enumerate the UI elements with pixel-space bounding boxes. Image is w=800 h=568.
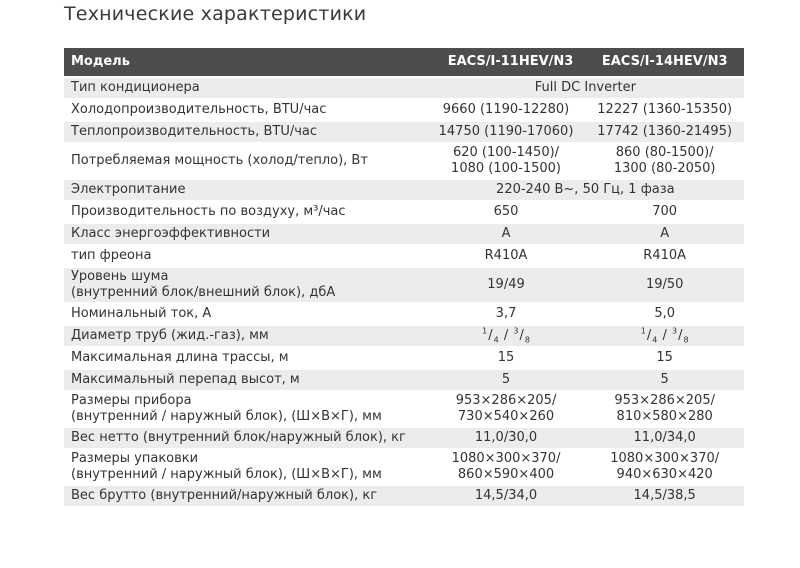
fraction-denominator: 8 <box>683 335 689 345</box>
row-value-model-2: R410A <box>585 246 744 268</box>
table-row <box>64 486 744 508</box>
fraction-numerator: 3 <box>513 326 519 336</box>
row-value-model-2: 5 <box>585 370 744 392</box>
table-row <box>64 370 744 392</box>
row-value-model-1: 9660 (1190-12280) <box>427 100 586 122</box>
table-row <box>64 246 744 268</box>
row-label: Холодопроизводительность, BTU/час <box>64 100 427 122</box>
table-row <box>64 78 744 100</box>
row-value-model-1: $^1/_4 / ^3/_8$ <box>427 326 586 348</box>
row-value-model-1: 14750 (1190-17060) <box>427 122 586 144</box>
row-value-model-1: 1080×300×370/ 860×590×400 <box>427 450 586 486</box>
row-label: Класс энергоэффективности <box>64 224 427 246</box>
row-label: Максимальный перепад высот, м <box>64 370 427 392</box>
row-label: Потребляемая мощность (холод/тепло), Вт <box>64 144 427 180</box>
row-value-model-2: 700 <box>585 202 744 224</box>
spec-table <box>64 48 744 508</box>
row-value-model-2: 860 (80-1500)/ 1300 (80-2050) <box>585 144 744 180</box>
table-row <box>64 268 744 304</box>
table-row <box>64 392 744 428</box>
row-value-model-1: А <box>427 224 586 246</box>
row-label: Диаметр труб (жид.-газ), мм <box>64 326 427 348</box>
table-row <box>64 202 744 224</box>
row-value-merged: Full DC Inverter <box>427 78 744 100</box>
header-model-1: EACS/I-11HEV/N3 <box>427 48 586 78</box>
table-row <box>64 224 744 246</box>
row-value-model-1: 5 <box>427 370 586 392</box>
fraction-numerator: 3 <box>672 326 678 336</box>
row-label: Размеры прибора (внутренний / наружный блок), (Ш×В×Г), мм <box>64 392 427 428</box>
row-value-model-1: 19/49 <box>427 268 586 304</box>
row-value-model-2: $^1/_4 / ^3/_8$ <box>585 326 744 348</box>
row-label: Тип кондиционера <box>64 78 427 100</box>
row-label: Вес брутто (внутренний/наружный блок), кг <box>64 486 427 508</box>
row-label: Размеры упаковки (внутренний / наружный блок), (Ш×В×Г), мм <box>64 450 427 486</box>
row-value-model-1: 620 (100-1450)/ 1080 (100-1500) <box>427 144 586 180</box>
row-value-model-2: 14,5/38,5 <box>585 486 744 508</box>
row-value-model-2: 953×286×205/ 810×580×280 <box>585 392 744 428</box>
table-row <box>64 304 744 326</box>
row-label: тип фреона <box>64 246 427 268</box>
row-label: Теплопроизводительность, BTU/час <box>64 122 427 144</box>
row-value-merged: 220-240 В~, 50 Гц, 1 фаза <box>427 180 744 202</box>
row-value-model-1: 650 <box>427 202 586 224</box>
row-value-model-2: 1080×300×370/ 940×630×420 <box>585 450 744 486</box>
row-value-model-1: 953×286×205/ 730×540×260 <box>427 392 586 428</box>
row-label: Электропитание <box>64 180 427 202</box>
row-label: Максимальная длина трассы, м <box>64 348 427 370</box>
row-value-model-2: 15 <box>585 348 744 370</box>
row-value-model-2: 17742 (1360-21495) <box>585 122 744 144</box>
table-row <box>64 144 744 180</box>
row-value-model-2: А <box>585 224 744 246</box>
row-value-model-1: 15 <box>427 348 586 370</box>
header-model-label: Модель <box>64 48 427 78</box>
fraction-denominator: 4 <box>493 335 499 345</box>
row-label: Производительность по воздуху, м³/час <box>64 202 427 224</box>
page-title: Технические характеристики <box>64 3 367 25</box>
row-label: Вес нетто (внутренний блок/наружный блок), кг <box>64 428 427 450</box>
table-row <box>64 122 744 144</box>
table-header-row <box>64 48 744 78</box>
row-value-model-2: 5,0 <box>585 304 744 326</box>
table-row <box>64 180 744 202</box>
row-label: Номинальный ток, А <box>64 304 427 326</box>
row-value-model-2: 19/50 <box>585 268 744 304</box>
fraction-numerator: 1 <box>482 326 488 336</box>
table-row <box>64 348 744 370</box>
table-row <box>64 450 744 486</box>
header-model-2: EACS/I-14HEV/N3 <box>585 48 744 78</box>
table-row <box>64 100 744 122</box>
row-value-model-1: R410A <box>427 246 586 268</box>
row-value-model-1: 14,5/34,0 <box>427 486 586 508</box>
row-value-model-1: 11,0/30,0 <box>427 428 586 450</box>
row-value-model-2: 11,0/34,0 <box>585 428 744 450</box>
fraction-denominator: 8 <box>524 335 530 345</box>
table-row <box>64 326 744 348</box>
row-value-model-2: 12227 (1360-15350) <box>585 100 744 122</box>
row-value-model-1: 3,7 <box>427 304 586 326</box>
fraction-denominator: 4 <box>652 335 658 345</box>
table-row <box>64 428 744 450</box>
fraction-numerator: 1 <box>640 326 646 336</box>
row-label: Уровень шума (внутренний блок/внешний блок), дбА <box>64 268 427 304</box>
